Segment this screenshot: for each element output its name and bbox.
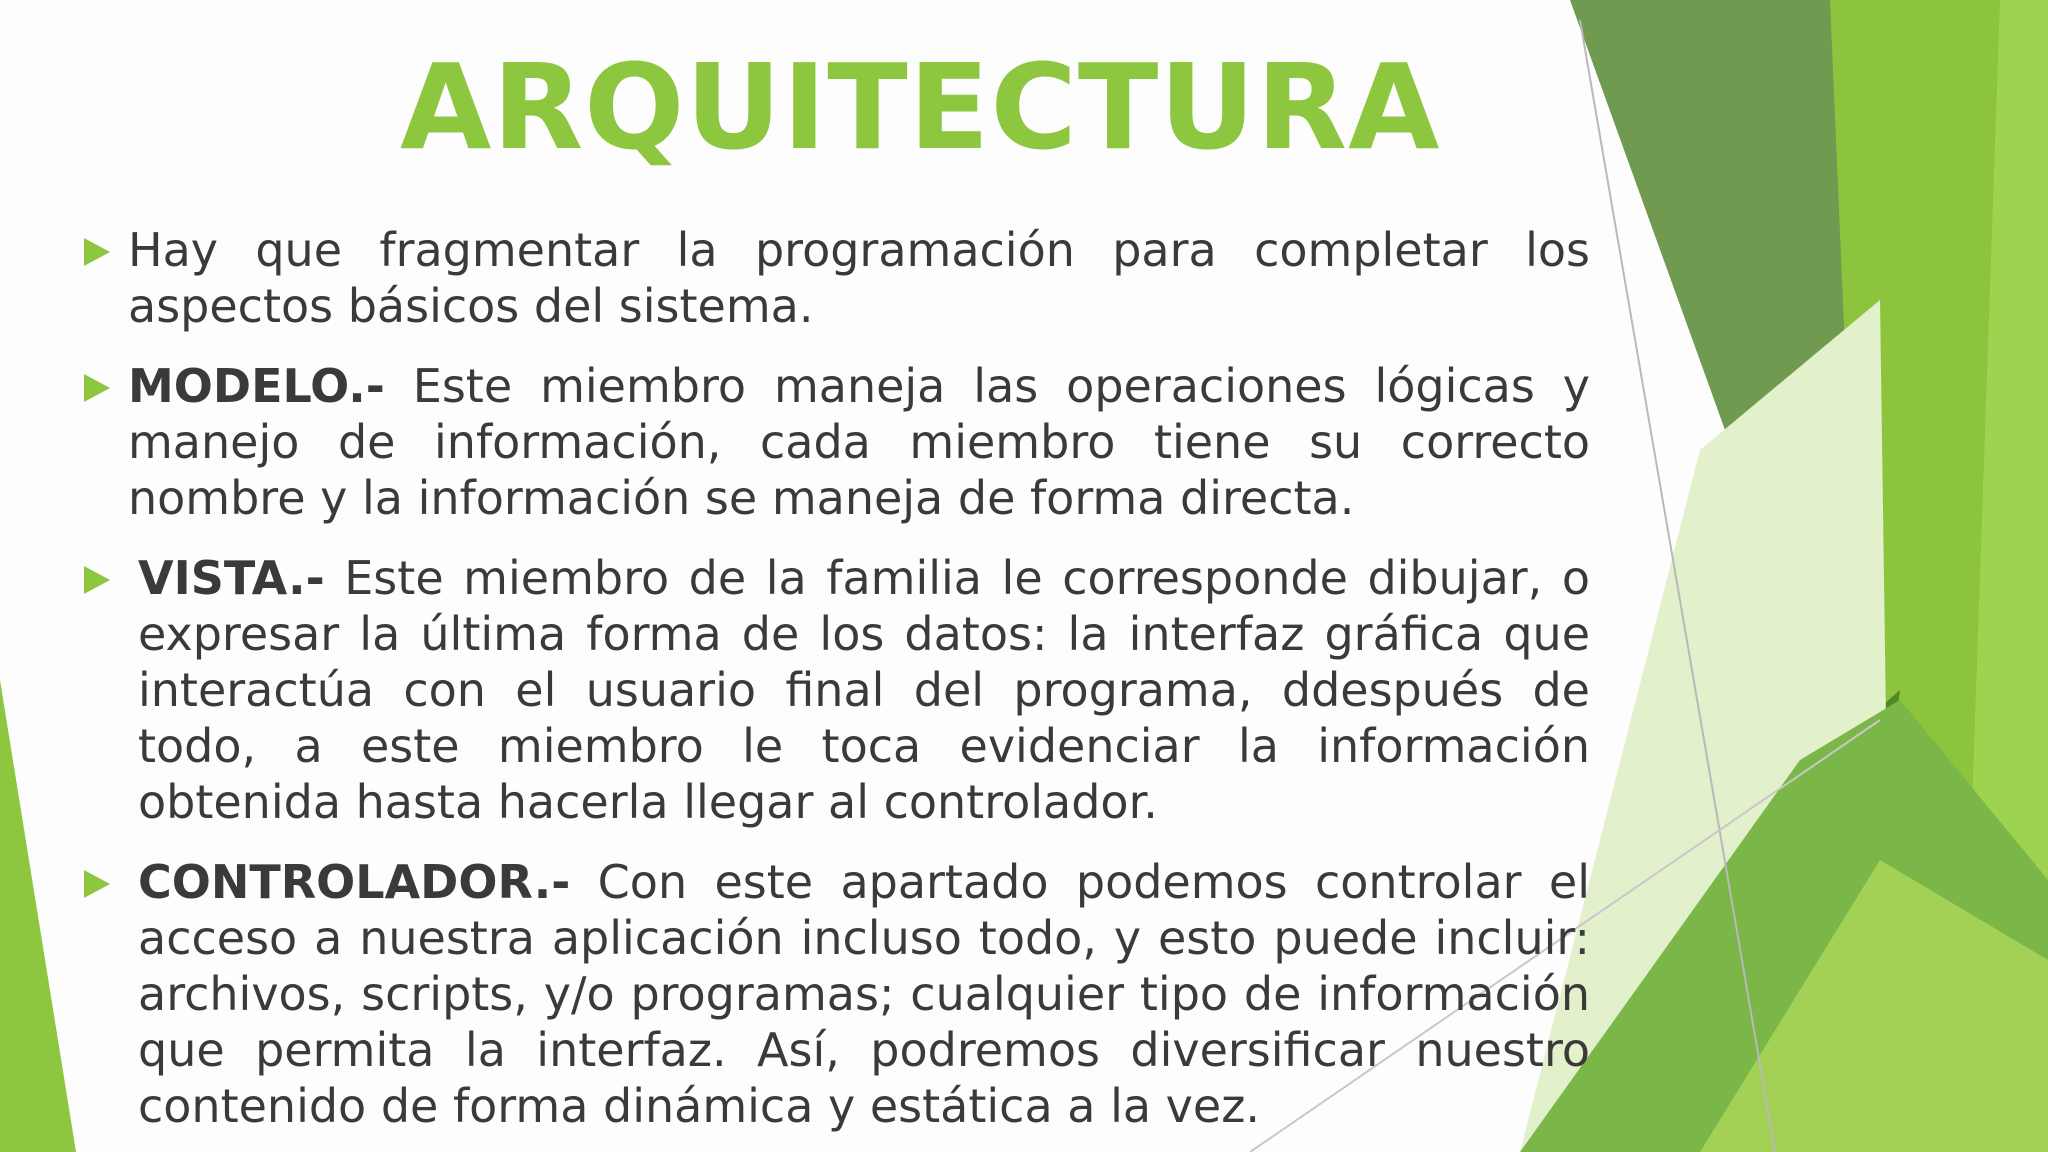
- bullet-item-modelo: [80, 358, 1590, 526]
- bullet-term: CONTROLADOR.-: [138, 855, 571, 909]
- bullet-term: MODELO.-: [128, 359, 385, 413]
- shard-left-edge: [0, 680, 76, 1152]
- bullet-item-vista: [80, 550, 1590, 830]
- bullet-list: [80, 222, 1590, 1152]
- bullet-item-controlador: [80, 854, 1590, 1134]
- triangle-right-icon: [84, 238, 110, 266]
- triangle-right-icon: [84, 566, 110, 594]
- bullet-text: Hay que fragmentar la programación para completar los aspectos básicos del sistema.: [128, 223, 1590, 333]
- bullet-term: VISTA.-: [138, 551, 325, 605]
- bullet-item-intro: [80, 222, 1590, 334]
- bullet-text: Este miembro maneja las operaciones lógicas y manejo de información, cada miembro tiene su correcto nombre y la información se maneja de forma directa.: [128, 359, 1590, 525]
- bullet-text: Este miembro de la familia le corresponde dibujar, o expresar la última forma de los datos: la interfaz gráfica que interactúa con el usuario final del programa, ddespués de todo, a este miembro le toca evidenciar la información obtenida hasta hacerla llegar al controlador.: [138, 551, 1590, 829]
- slide-title: ARQUITECTURA: [400, 38, 1441, 176]
- triangle-right-icon: [84, 374, 110, 402]
- triangle-right-icon: [84, 870, 110, 898]
- bullet-text: Con este apartado podemos controlar el acceso a nuestra aplicación incluso todo, y esto puede incluir: archivos, scripts, y/o programas; cualquier tipo de información que permita la interfaz. Así, podremos diversificar nuestro contenido de forma dinámica y estática a la vez.: [138, 855, 1590, 1133]
